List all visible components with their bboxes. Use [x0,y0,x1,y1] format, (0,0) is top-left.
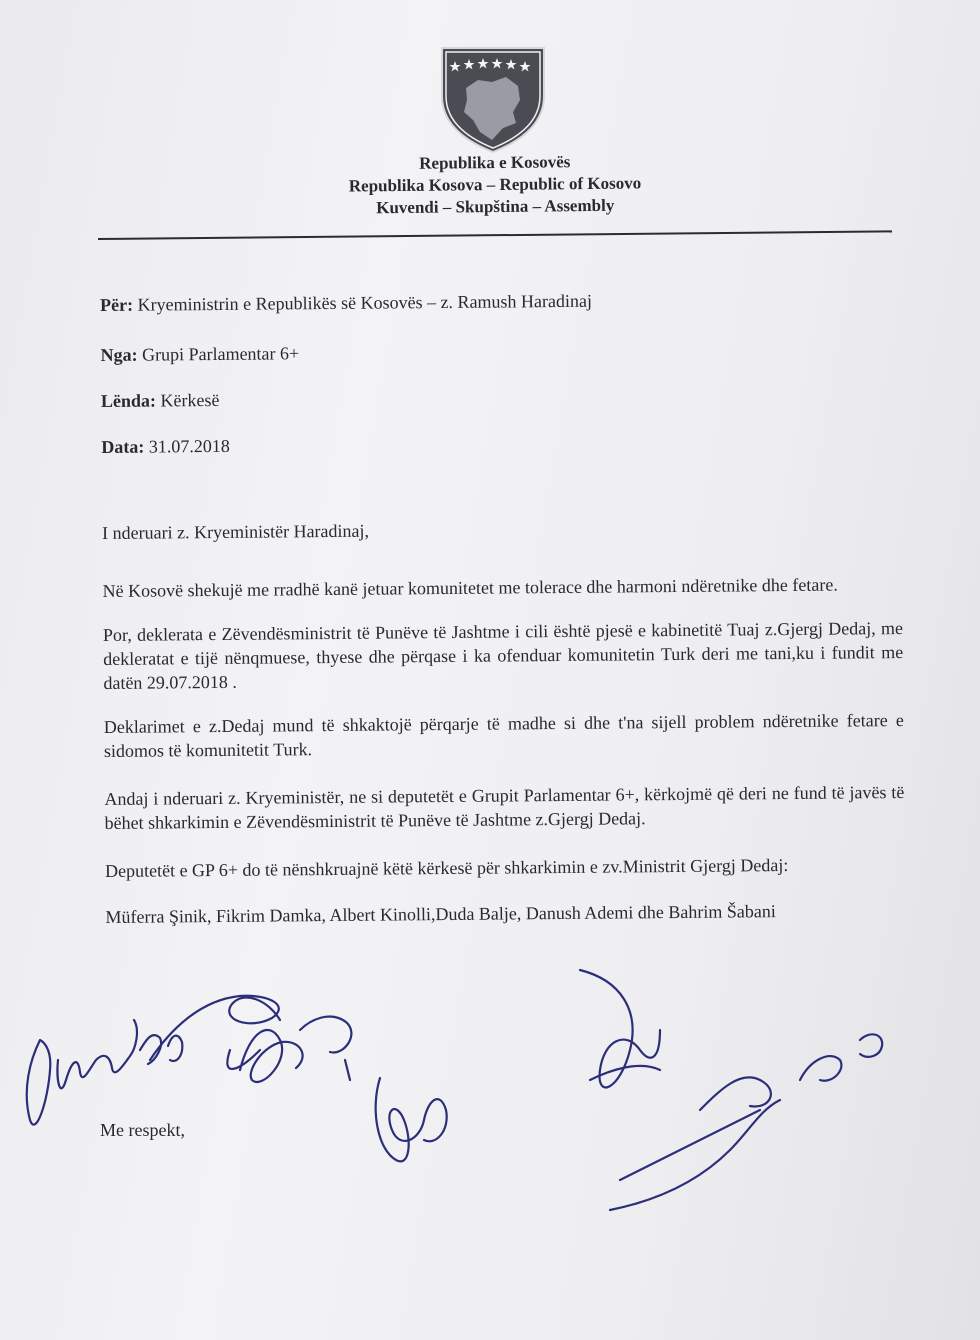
paragraph-4: Andaj i nderuari z. Kryeministër, ne si deputetët e Grupit Parlamentar 6+, kërkojmë që deri ne fund të javës të bëhet shkarkimin e Zëvendësministrit të Punëve të Jashtme z.Gjergj Dedaj. [104,781,905,833]
handwritten-signatures [0,960,980,1340]
date-value: 31.07.2018 [148,435,230,457]
recipient-label: Për: [100,294,134,315]
paragraph-2: Por, deklerata e Zëvendësministrit të Punëve të Jashtme i cili është pjesë e kabinetitë Tuaj z.Gjergj Dedaj, me dekleratat e tijë nënqmuese, thyese dhe përqase i ka ofenduar komunitetin Turk deri me tani,ku i fundit me datën 29.07.2018 . [102,618,904,693]
date-label: Data: [101,436,145,457]
closing: Me respekt, [100,1120,185,1140]
paragraph-1: Në Kosovë shekujë me rradhë kanë jetuar komunitetet me tolerace dhe harmoni ndëretnike dhe fetare. [102,574,838,601]
field-date [101,428,901,459]
signature-6 [610,1034,882,1210]
field-sender [100,336,900,367]
signature-5 [580,970,660,1087]
salutation: I nderuari z. Kryeministër Haradinaj, [102,520,370,543]
subject-value: Kërkesë [160,389,220,411]
recipient-value: Kryeministrin e Republikës së Kosovës – z. Ramush Haradinaj [137,290,593,315]
header-line-2: Republika Kosova – Republic of Kosovo [348,173,642,196]
signatory-list: Müferra Şinik, Fikrim Damka, Albert Kinolli,Duda Balje, Danush Ademi dhe Bahrim Šabani [105,901,776,927]
signature-3 [240,1017,351,1082]
letterhead [300,150,691,220]
signature-4 [376,1078,447,1161]
kosovo-coat-of-arms-icon [436,44,550,156]
header-line-1: Republika e Kosovës [419,152,571,173]
paragraph-3: Deklarimet e z.Dedaj mund të shkaktojë përqarje të madhe si dhe t'na sijell problem ndëretnike fetare e sidomos të komunitetit Turk. [103,710,904,761]
sender-value: Grupi Parlamentar 6+ [141,343,300,365]
letter-body [100,286,906,929]
subject-label: Lënda: [100,390,157,411]
paragraph-5: Deputetët e GP 6+ do të nënshkruajnë këtë kërkesë për shkarkimin e zv.Ministrit Gjergj Dedaj: [104,855,789,881]
field-recipient [100,286,900,317]
field-subject [101,382,901,413]
sender-label: Nga: [100,344,138,365]
header-divider [98,230,892,240]
header-line-3: Kuvendi – Skupština – Assembly [376,195,615,218]
